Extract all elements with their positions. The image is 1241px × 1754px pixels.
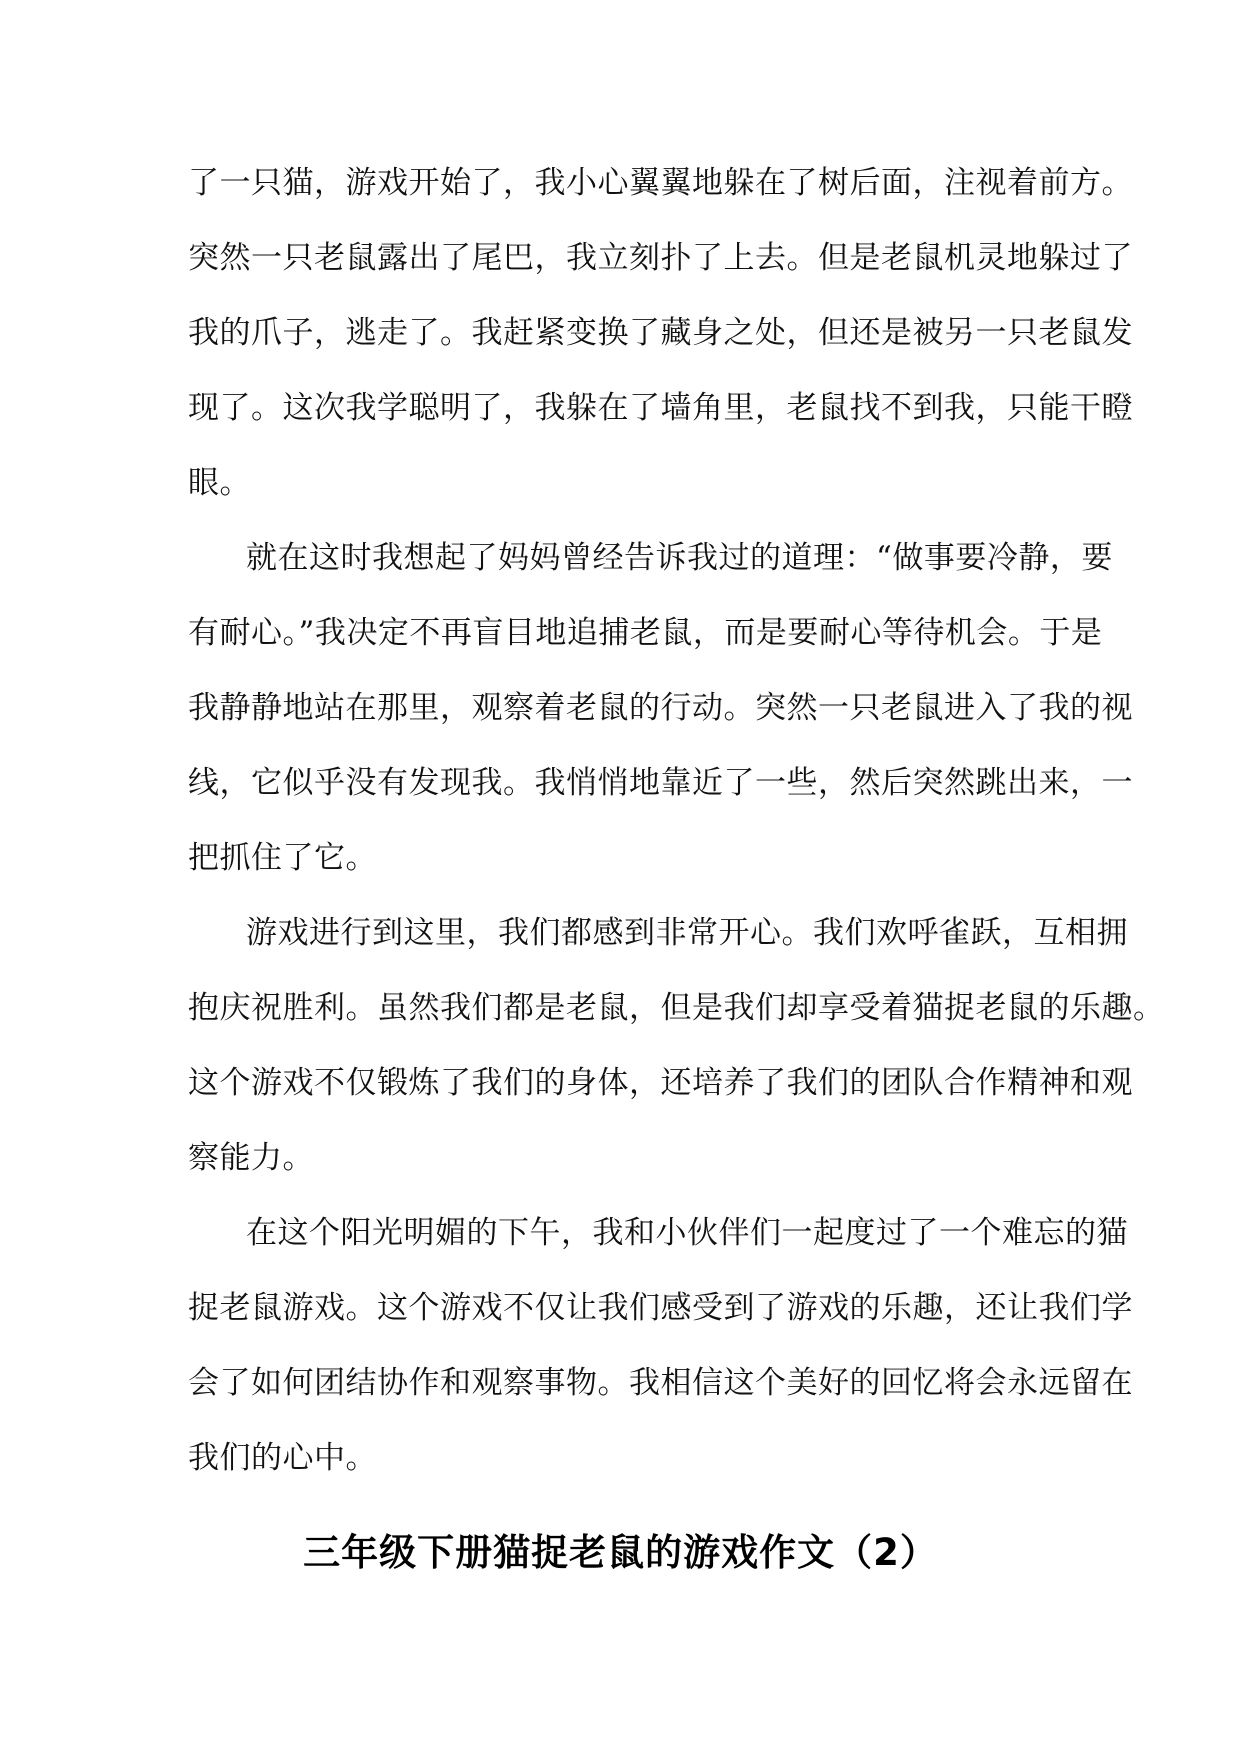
text-line: 我的爪子，逃走了。我赶紧变换了藏身之处，但还是被另一只老鼠发: [188, 315, 1133, 351]
text-line: 把抓住了它。: [188, 840, 377, 876]
text-line: 会了如何团结协作和观察事物。我相信这个美好的回忆将会永远留在: [188, 1365, 1133, 1401]
essay-body: [188, 146, 1165, 1496]
text-line: 了一只猫，游戏开始了，我小心翼翼地躲在了树后面，注视着前方。: [188, 165, 1133, 201]
text-line: 抱庆祝胜利。虽然我们都是老鼠，但是我们却享受着猫捉老鼠的乐趣。: [188, 990, 1165, 1026]
text-line: 眼。: [188, 465, 251, 501]
text-line: 我静静地站在那里，观察着老鼠的行动。突然一只老鼠进入了我的视: [188, 690, 1133, 726]
text-line: 这个游戏不仅锻炼了我们的身体，还培养了我们的团队合作精神和观: [188, 1065, 1133, 1101]
text-line: 我们的心中。: [188, 1440, 377, 1476]
paragraph-first-line: 游戏进行到这里，我们都感到非常开心。我们欢呼雀跃，互相拥: [246, 915, 1128, 951]
paragraph-first-line: 在这个阳光明媚的下午，我和小伙伴们一起度过了一个难忘的猫: [246, 1215, 1128, 1251]
text-line: 线，它似乎没有发现我。我悄悄地靠近了一些，然后突然跳出来，一: [188, 765, 1133, 801]
paragraph-first-line: 就在这时我想起了妈妈曾经告诉我过的道理：“做事要冷静，要: [246, 540, 1113, 576]
text-line: 有耐心。”我决定不再盲目地追捕老鼠，而是要耐心等待机会。于是: [188, 615, 1103, 651]
section-title: 三年级下册猫捉老鼠的游戏作文（2）: [303, 1531, 938, 1574]
text-line: 捉老鼠游戏。这个游戏不仅让我们感受到了游戏的乐趣，还让我们学: [188, 1290, 1133, 1326]
text-line: 现了。这次我学聪明了，我躲在了墙角里，老鼠找不到我，只能干瞪: [188, 390, 1133, 426]
text-line: 突然一只老鼠露出了尾巴，我立刻扑了上去。但是老鼠机灵地躲过了: [188, 240, 1133, 276]
text-line: 察能力。: [188, 1140, 314, 1176]
